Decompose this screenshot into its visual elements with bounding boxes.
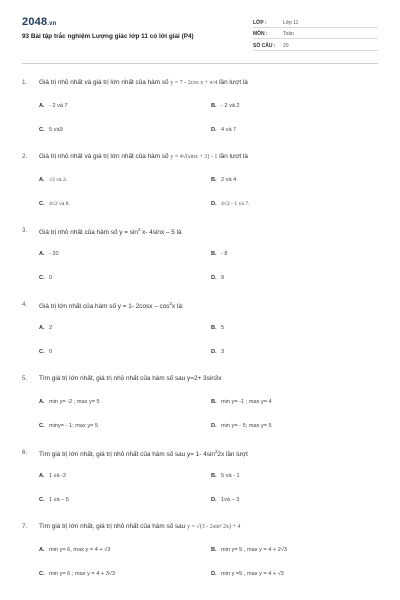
option-letter: B. <box>211 251 217 257</box>
question-number: 3. <box>22 227 28 234</box>
question-number: 7. <box>22 523 28 530</box>
option-text: 9 <box>221 275 225 281</box>
option-letter: A. <box>39 177 45 183</box>
question-list <box>22 79 378 597</box>
option-letter: A. <box>39 251 45 257</box>
option-text: min y= -1 ; max y= 4 <box>221 399 272 405</box>
question-item <box>22 153 378 227</box>
option-letter: A. <box>39 103 45 109</box>
meta-key: SỐ CÂU : <box>253 42 276 49</box>
option-text: min y= -2 ; max y= 5 <box>49 399 100 405</box>
option-b[interactable] <box>211 251 228 257</box>
option-text: 1 và – 5 <box>49 497 69 503</box>
option-text: - 2 và 2 <box>221 103 240 109</box>
meta-key: LỚP : <box>253 19 267 26</box>
question-text <box>39 79 378 86</box>
question-text <box>39 227 378 236</box>
option-a[interactable] <box>39 103 68 109</box>
question-text <box>39 301 378 310</box>
option-letter: D. <box>211 571 217 577</box>
option-text: 1 và -2 <box>49 473 67 479</box>
option-text: 4√2 - 1 và 7. <box>221 201 250 207</box>
option-a[interactable] <box>39 547 110 553</box>
option-c[interactable] <box>39 497 69 503</box>
question-text-pre: Giá trị nhỏ nhất và giá trị lớn nhất của hàm số <box>39 79 169 86</box>
option-text: 5 và - 1 <box>221 473 240 479</box>
option-text: min y= 5 , max y = 4 + 2√3 <box>221 547 288 553</box>
option-d[interactable] <box>211 275 224 281</box>
question-text-pre: Tìm giá trị lớn nhất, giá trị nhỏ nhất của hàm số sau <box>39 523 186 530</box>
question-item <box>22 523 378 597</box>
question-text-post: lần lượt là <box>219 153 248 160</box>
option-letter: B. <box>211 399 217 405</box>
option-text: miny= - 1; max y= 5 <box>49 423 99 429</box>
meta-row-subject <box>253 28 378 40</box>
superscript: 2 <box>137 227 141 232</box>
header-divider <box>22 63 378 64</box>
option-b[interactable] <box>211 399 272 405</box>
option-b[interactable] <box>211 103 240 109</box>
meta-key: MÔN : <box>253 31 268 37</box>
option-b[interactable] <box>211 547 287 553</box>
option-d[interactable] <box>211 349 224 355</box>
meta-value: Toán <box>283 31 294 37</box>
question-text <box>39 523 378 530</box>
option-letter: D. <box>211 349 217 355</box>
superscript: 2 <box>169 301 172 306</box>
option-c[interactable] <box>39 127 63 133</box>
option-letter: D. <box>211 127 217 133</box>
option-letter: A. <box>39 547 45 553</box>
meta-row-class <box>253 16 378 28</box>
option-text: 4√2 và 8. <box>49 201 70 207</box>
site-logo[interactable] <box>22 16 57 28</box>
option-a[interactable] <box>39 399 100 405</box>
option-letter: D. <box>211 497 217 503</box>
option-a[interactable] <box>39 325 52 331</box>
question-text <box>39 153 378 160</box>
question-item <box>22 301 378 375</box>
option-c[interactable] <box>39 201 70 207</box>
meta-table <box>253 16 378 51</box>
option-letter: C. <box>39 201 45 207</box>
question-text-post: 2x lần lượt <box>217 451 248 459</box>
option-letter: D. <box>211 423 217 429</box>
option-letter: C. <box>39 571 45 577</box>
option-text: 3 <box>221 349 225 355</box>
option-text: min y= - 5; max y= 5 <box>221 423 272 429</box>
option-a[interactable] <box>39 251 59 257</box>
option-text: 2 và 4 <box>221 177 237 183</box>
option-text: 1và – 3 <box>221 497 240 503</box>
option-text: min y= 6, max y = 4 + √3 <box>49 547 111 553</box>
option-b[interactable] <box>211 325 224 331</box>
option-letter: B. <box>211 547 217 553</box>
option-letter: C. <box>39 423 45 429</box>
option-text: - 2 và 7 <box>49 103 68 109</box>
option-a[interactable] <box>39 473 66 479</box>
option-letter: C. <box>39 127 45 133</box>
meta-value: 20 <box>283 42 289 49</box>
option-text: - 8 <box>221 251 228 257</box>
option-letter: A. <box>39 473 45 479</box>
option-text: 0 <box>49 275 53 281</box>
option-b[interactable] <box>211 177 236 183</box>
option-text: min y =5 , max y = 4 + √3 <box>221 571 284 577</box>
option-letter: B. <box>211 473 217 479</box>
option-a[interactable] <box>39 177 67 183</box>
option-c[interactable] <box>39 423 98 429</box>
question-item <box>22 227 378 301</box>
option-text: √2 và 2. <box>49 177 68 183</box>
option-letter: A. <box>39 325 45 331</box>
option-letter: D. <box>211 201 217 207</box>
question-number: 1. <box>22 79 28 86</box>
option-letter: B. <box>211 103 217 109</box>
option-c[interactable] <box>39 349 52 355</box>
option-b[interactable] <box>211 473 240 479</box>
meta-value: Lớp 11 <box>283 19 299 26</box>
question-text-pre: Tìm giá trị lớn nhất, giá trị nhỏ nhất của hàm số sau y= 1- 4sin <box>39 451 215 459</box>
meta-row-count <box>253 39 378 51</box>
option-text: min y= 6 ; max y = 4 + 3√3 <box>49 571 116 577</box>
option-letter: A. <box>39 399 45 405</box>
option-text: 4 và 7 <box>221 127 237 133</box>
question-number: 4. <box>22 301 28 308</box>
question-text-pre: Giá trị lớn nhất của hàm số y = 1- 2cosx – cos <box>39 303 170 311</box>
question-formula: y = 7 - 2cos x + π/4 <box>170 80 218 86</box>
question-text <box>39 375 378 382</box>
logo-text: 2048 <box>22 16 48 28</box>
option-d[interactable] <box>211 201 249 207</box>
option-text: 5 <box>221 325 225 331</box>
question-item <box>22 79 378 153</box>
option-letter: C. <box>39 275 45 281</box>
option-d[interactable] <box>211 497 239 503</box>
superscript: 2 <box>214 449 218 454</box>
logo-suffix: .vn <box>47 21 57 27</box>
question-number: 2. <box>22 153 28 160</box>
question-text <box>39 449 378 458</box>
question-item <box>22 449 378 523</box>
option-letter: C. <box>39 497 45 503</box>
question-text-post: x- 4sinx – 5 là <box>140 229 182 237</box>
option-text: 2 <box>49 325 53 331</box>
question-text-pre: Giá trị nhỏ nhất và giá trị lớn nhất của hàm số <box>39 153 169 160</box>
question-formula: y = 4√(sinx + 3) - 1 <box>170 154 218 160</box>
option-c[interactable] <box>39 571 115 577</box>
option-text: - 20 <box>49 251 59 257</box>
question-text-pre: Tìm giá trị lớn nhất, giá trị nhỏ nhất của hàm số sau y=2+ 3sin3x <box>39 375 222 382</box>
question-number: 5. <box>22 375 28 382</box>
option-letter: D. <box>211 275 217 281</box>
option-c[interactable] <box>39 275 52 281</box>
question-number: 6. <box>22 449 28 456</box>
option-d[interactable] <box>211 571 284 577</box>
option-d[interactable] <box>211 423 272 429</box>
option-text: 0 <box>49 349 53 355</box>
option-text: 5 và9 <box>49 127 63 133</box>
document-title: 93 Bài tập trắc nghiệm Lượng giác lớp 11 có lời giải (P4) <box>22 33 194 40</box>
option-d[interactable] <box>211 127 236 133</box>
option-letter: C. <box>39 349 45 355</box>
option-letter: B. <box>211 177 217 183</box>
question-formula: y = √(3 - 2sin² 2x) + 4 <box>187 524 241 530</box>
option-letter: B. <box>211 325 217 331</box>
question-text-post: lần lượt là <box>219 79 248 86</box>
question-text-post: x là: <box>171 303 184 311</box>
question-item <box>22 375 378 449</box>
question-text-pre: Giá trị nhỏ nhất của hàm số y = sin <box>39 229 138 237</box>
